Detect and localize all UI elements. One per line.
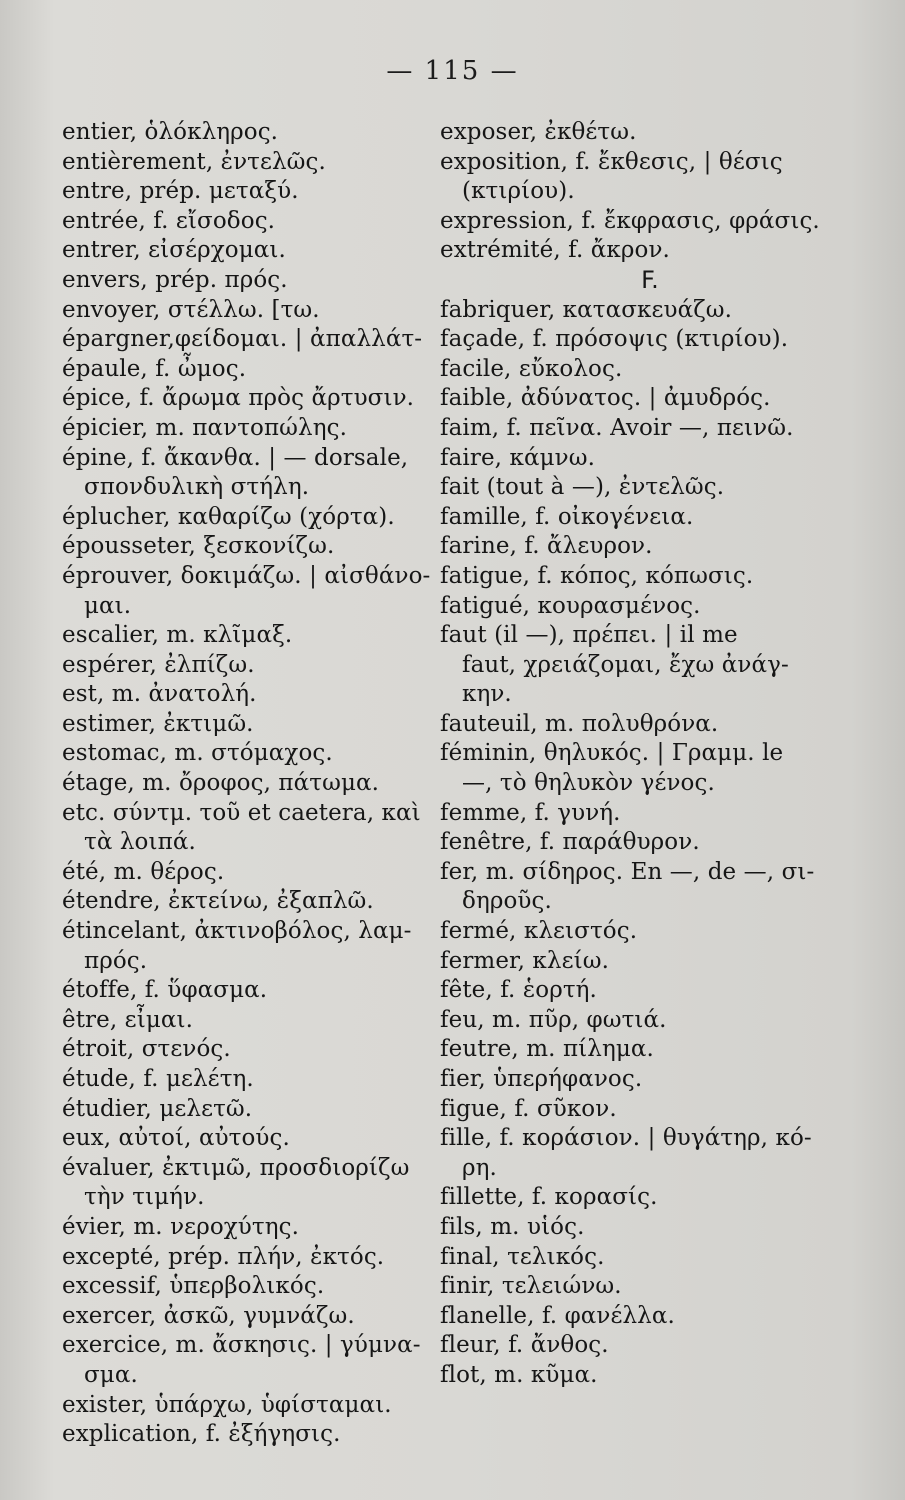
dictionary-entry: fils, m. υἱός. (440, 1213, 585, 1240)
dictionary-entry: épaule, f. ὦμος. (62, 355, 247, 382)
dictionary-entry: extrémité, f. ἄκρον. (440, 237, 670, 264)
dictionary-entry: fier, ὑπερήφανος. (440, 1066, 643, 1092)
entry-continuation: τὴν τιμήν. (84, 1184, 205, 1211)
dictionary-entry: excepté, prép. πλήν, ἐκτός. (62, 1243, 385, 1270)
dictionary-entry: évier, m. νεροχύτης. (62, 1213, 299, 1240)
dictionary-entry: excessif, ὑπερβολικός. (62, 1273, 325, 1300)
dictionary-entry: expression, f. ἔκφρασις, φράσις. (440, 207, 820, 234)
dictionary-entry: faire, κάμνω. (440, 444, 596, 471)
dictionary-entry: exercice, m. ἄσκησις. | γύμνα- (62, 1332, 421, 1359)
dictionary-entry: est, m. ἀνατολή. (62, 681, 257, 708)
dictionary-entry: étoffe, f. ὕφασμα. (62, 977, 268, 1004)
dictionary-entry: espérer, ἐλπίζω. (62, 651, 255, 678)
dictionary-entry: été, m. θέρος. (62, 858, 225, 885)
entry-continuation: σπονδυλικὴ στήλη. (84, 474, 310, 501)
dictionary-entry: fillette, f. κορασίς. (440, 1184, 658, 1211)
dictionary-entry: entier, ὁλόκληρος. (62, 119, 279, 145)
dictionary-entry: épargner,φείδομαι. | ἀπαλλάτ- (62, 326, 423, 353)
dictionary-entry: étage, m. ὄροφος, πάτωμα. (62, 770, 380, 797)
dictionary-entry: fer, m. σίδηρος. En —, de —, σι- (440, 858, 815, 885)
entry-continuation: τὰ λοιπά. (84, 829, 196, 856)
dictionary-entry: étincelant, ἀκτινοβόλος, λαμ- (62, 918, 412, 945)
dictionary-entry: finir, τελειώνω. (440, 1273, 622, 1300)
dictionary-entry: feutre, m. πίλημα. (440, 1036, 654, 1063)
dictionary-entry: féminin, θηλυκός. | Γραμμ. le (440, 740, 784, 767)
left-column (62, 118, 431, 1450)
dictionary-entry: étude, f. μελέτη. (62, 1066, 254, 1092)
dictionary-entry: entièrement, ἐντελῶς. (62, 148, 326, 175)
entry-continuation: σμα. (84, 1361, 138, 1388)
dictionary-entry: faible, ἀδύνατος. | ἀμυδρός. (440, 385, 771, 412)
dictionary-entry: entre, prép. μεταξύ. (62, 178, 299, 205)
dictionary-entry: éplucher, καθαρίζω (χόρτα). (62, 503, 395, 530)
dictionary-entry: fatigue, f. κόπος, κόπωσις. (440, 562, 754, 589)
dictionary-entry: étudier, μελετῶ. (62, 1095, 253, 1122)
dictionary-entry: exercer, ἀσκῶ, γυμνάζω. (62, 1302, 355, 1329)
dictionary-entry: fatigué, κουρασμένος. (440, 592, 701, 619)
dictionary-entry: fait (tout à —), ἐντελῶς. (440, 474, 725, 501)
dictionary-entry: évaluer, ἐκτιμῶ, προσδιορίζω (62, 1154, 410, 1181)
dictionary-entry: fauteuil, m. πολυθρόνα. (440, 710, 719, 737)
dictionary-entry: épice, f. ἄρωμα πρὸς ἄρτυσιν. (62, 385, 415, 412)
dictionary-entry: facile, εὔκολος. (440, 355, 623, 382)
dictionary-entry: fête, f. ἑορτή. (440, 977, 597, 1004)
dictionary-entry: envers, prép. πρός. (62, 266, 288, 293)
entry-continuation: κην. (462, 681, 512, 708)
dictionary-entry: faut (il —), πρέπει. | il me (440, 622, 738, 649)
dictionary-entry: final, τελικός. (440, 1243, 605, 1270)
dictionary-entry: feu, m. πῦρ, φωτιά. (440, 1006, 667, 1033)
dictionary-entry: fermé, κλειστός. (440, 918, 638, 945)
dictionary-entry: fabriquer, κατασκευάζω. (440, 296, 733, 323)
dictionary-entry: figue, f. σῦκον. (440, 1095, 617, 1122)
dictionary-entry: exister, ὑπάρχω, ὑφίσταμαι. (62, 1391, 392, 1418)
dictionary-entry: envoyer, στέλλω. [τω. (62, 296, 320, 323)
entry-continuation: (κτιρίου). (462, 178, 575, 205)
entry-continuation: faut, χρειάζομαι, ἔχω ἀνάγ- (462, 651, 789, 678)
dictionary-entry: femme, f. γυνή. (440, 799, 621, 826)
dictionary-entry: épine, f. ἄκανθα. | — dorsale, (62, 444, 409, 471)
dictionary-entry: éprouver, δοκιμάζω. | αἰσθάνο- (62, 562, 431, 589)
dictionary-entry: étroit, στενός. (62, 1036, 231, 1063)
dictionary-entry: entrée, f. εἴσοδος. (62, 207, 276, 234)
dictionary-entry: exposition, f. ἔκθεσις, | θέσις (440, 148, 783, 175)
dictionary-entry: explication, f. ἐξήγησις. (62, 1421, 341, 1448)
dictionary-entry: être, εἶμαι. (62, 1006, 194, 1033)
dictionary-entry: façade, f. πρόσοψις (κτιρίου). (440, 326, 789, 353)
page-number: — 115 — (386, 56, 519, 86)
dictionary-entry: fenêtre, f. παράθυρον. (440, 829, 700, 856)
entry-continuation: δηροῦς. (462, 888, 552, 915)
dictionary-entry: fleur, f. ἄνθος. (440, 1332, 609, 1359)
entry-continuation: ρη. (462, 1154, 497, 1181)
dictionary-entry: entrer, εἰσέρχομαι. (62, 237, 286, 264)
dictionary-entry: épicier, m. παντοπώλης. (62, 414, 347, 441)
section-letter: F. (641, 265, 659, 294)
dictionary-entry: exposer, ἐκθέτω. (440, 119, 637, 145)
dictionary-entry: estimer, ἐκτιμῶ. (62, 710, 254, 737)
entry-continuation: πρός. (84, 947, 148, 974)
entry-continuation: —, τὸ θηλυκὸν γένος. (462, 770, 715, 797)
dictionary-entry: farine, f. ἄλευρον. (440, 533, 653, 560)
dictionary-entry: faim, f. πεῖνα. Avoir —, πεινῶ. (440, 414, 794, 441)
dictionary-entry: fermer, κλείω. (440, 947, 609, 974)
dictionary-entry: flot, m. κῦμα. (440, 1361, 598, 1388)
dictionary-entry: estomac, m. στόμαχος. (62, 740, 333, 767)
dictionary-entry: etc. σύντμ. τοῦ et caetera, καὶ (62, 799, 421, 826)
dictionary-entry: fille, f. κοράσιον. | θυγάτηρ, κό- (440, 1125, 812, 1152)
right-column (440, 118, 830, 1391)
dictionary-entry: escalier, m. κλῖμαξ. (62, 622, 293, 649)
dictionary-entry: flanelle, f. φανέλλα. (440, 1302, 675, 1329)
dictionary-entry: famille, f. οἰκογένεια. (440, 503, 694, 530)
dictionary-entry: épousseter, ξεσκονίζω. (62, 533, 335, 560)
dictionary-entry: eux, αὐτοί, αὐτούς. (62, 1125, 290, 1152)
entry-continuation: μαι. (84, 592, 132, 619)
dictionary-entry: étendre, ἐκτείνω, ἐξαπλῶ. (62, 888, 374, 915)
